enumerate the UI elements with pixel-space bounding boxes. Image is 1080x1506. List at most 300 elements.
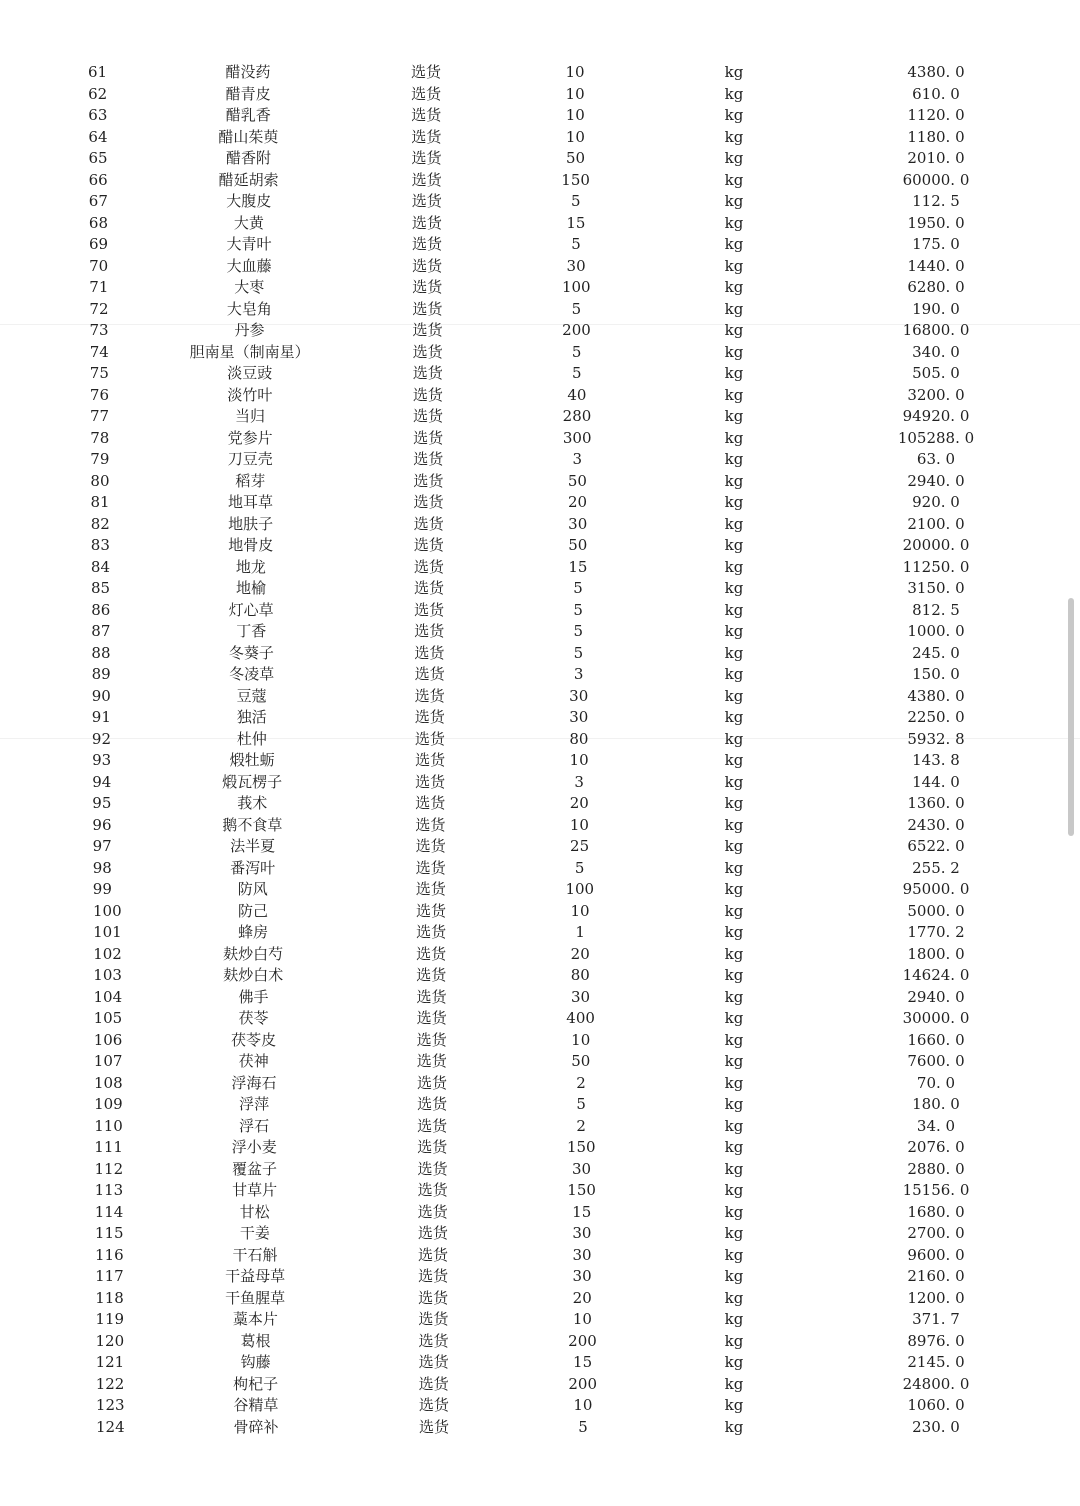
quantity-cell: 20 bbox=[570, 944, 590, 963]
table-row bbox=[0, 1094, 1080, 1116]
unit-cell: kg bbox=[724, 514, 744, 533]
table-row bbox=[0, 492, 1080, 514]
table-row bbox=[0, 815, 1080, 837]
quantity-cell: 50 bbox=[571, 1052, 591, 1070]
unit-cell: kg bbox=[724, 1267, 744, 1285]
unit-cell: kg bbox=[724, 149, 744, 167]
unit-cell: kg bbox=[724, 772, 744, 791]
grade-cell: 选货 bbox=[415, 901, 446, 920]
row-number-cell: 95 bbox=[92, 794, 112, 812]
grade-cell: 选货 bbox=[412, 342, 443, 361]
row-number-cell: 84 bbox=[90, 557, 110, 576]
row-number-cell: 119 bbox=[95, 1310, 125, 1328]
row-number-cell: 61 bbox=[88, 63, 108, 81]
quantity-cell: 280 bbox=[562, 407, 592, 425]
row-number-cell: 117 bbox=[95, 1267, 124, 1285]
table-row bbox=[0, 471, 1080, 493]
amount-cell: 245. 0 bbox=[912, 643, 960, 662]
unit-cell: kg bbox=[724, 1396, 744, 1414]
grade-cell: 选货 bbox=[411, 149, 442, 167]
unit-cell: kg bbox=[724, 579, 744, 597]
herb-name-cell: 党参片 bbox=[227, 428, 273, 447]
table-row bbox=[0, 256, 1080, 278]
row-number-cell: 73 bbox=[89, 321, 109, 339]
quantity-cell: 5 bbox=[576, 1095, 586, 1113]
row-number-cell: 88 bbox=[91, 643, 111, 662]
amount-cell: 2940. 0 bbox=[907, 471, 965, 490]
grade-cell: 选货 bbox=[416, 966, 447, 984]
amount-cell: 1120. 0 bbox=[907, 106, 965, 124]
herb-name-cell: 鹅不食草 bbox=[222, 815, 283, 834]
table-row bbox=[0, 664, 1080, 686]
herb-name-cell: 灯心草 bbox=[228, 600, 274, 619]
grade-cell: 选货 bbox=[411, 84, 442, 103]
amount-cell: 2160. 0 bbox=[907, 1267, 965, 1285]
table-row bbox=[0, 879, 1080, 901]
table-row bbox=[0, 1288, 1080, 1310]
table-row bbox=[0, 1137, 1080, 1159]
grade-cell: 选货 bbox=[414, 622, 445, 640]
quantity-cell: 10 bbox=[570, 901, 590, 920]
herb-name-cell: 葛根 bbox=[240, 1331, 271, 1350]
unit-cell: kg bbox=[724, 1073, 744, 1092]
amount-cell: 1200. 0 bbox=[907, 1288, 965, 1307]
unit-cell: kg bbox=[724, 729, 744, 748]
amount-cell: 1440. 0 bbox=[907, 256, 965, 275]
table-row bbox=[0, 428, 1080, 450]
table-row bbox=[0, 1374, 1080, 1396]
table-row bbox=[0, 363, 1080, 385]
quantity-cell: 80 bbox=[569, 729, 589, 748]
herb-name-cell: 地榆 bbox=[235, 579, 266, 597]
quantity-cell: 5 bbox=[574, 858, 585, 877]
amount-cell: 3150. 0 bbox=[907, 579, 965, 597]
unit-cell: kg bbox=[724, 944, 744, 963]
row-number-cell: 107 bbox=[93, 1052, 123, 1070]
grade-cell: 选货 bbox=[417, 1138, 448, 1156]
table-row bbox=[0, 213, 1080, 235]
amount-cell: 1660. 0 bbox=[907, 1030, 965, 1049]
amount-cell: 2940. 0 bbox=[907, 987, 965, 1006]
herb-name-cell: 麸炒白术 bbox=[223, 966, 284, 984]
grade-cell: 选货 bbox=[417, 1116, 448, 1135]
unit-cell: kg bbox=[724, 665, 744, 683]
amount-cell: 1680. 0 bbox=[907, 1202, 965, 1221]
grade-cell: 选货 bbox=[415, 794, 446, 812]
amount-cell: 505. 0 bbox=[912, 364, 960, 382]
row-number-cell: 68 bbox=[88, 213, 108, 232]
amount-cell: 255. 2 bbox=[912, 858, 960, 877]
quantity-cell: 150 bbox=[567, 1181, 596, 1199]
unit-cell: kg bbox=[724, 966, 744, 984]
vertical-scrollbar[interactable] bbox=[1068, 598, 1074, 836]
row-number-cell: 120 bbox=[95, 1331, 125, 1350]
row-number-cell: 69 bbox=[89, 235, 109, 253]
amount-cell: 371. 7 bbox=[912, 1310, 960, 1328]
quantity-cell: 5 bbox=[571, 192, 581, 210]
unit-cell: kg bbox=[724, 385, 744, 404]
unit-cell: kg bbox=[724, 622, 744, 640]
row-number-cell: 81 bbox=[90, 493, 110, 511]
grade-cell: 选货 bbox=[415, 880, 446, 898]
herb-name-cell: 藁本片 bbox=[232, 1310, 278, 1328]
quantity-cell: 15 bbox=[572, 1202, 592, 1221]
row-number-cell: 112 bbox=[94, 1159, 124, 1178]
row-number-cell: 87 bbox=[91, 622, 111, 640]
herb-name-cell: 刀豆壳 bbox=[227, 450, 273, 468]
table-row bbox=[0, 62, 1080, 84]
grade-cell: 选货 bbox=[413, 557, 444, 576]
quantity-cell: 20 bbox=[572, 1288, 592, 1307]
row-number-cell: 98 bbox=[92, 858, 112, 877]
table-row bbox=[0, 105, 1080, 127]
table-row bbox=[0, 1245, 1080, 1267]
table-row bbox=[0, 1051, 1080, 1073]
row-number-cell: 91 bbox=[91, 708, 111, 726]
herb-name-cell: 杜仲 bbox=[236, 729, 267, 748]
herb-name-cell: 大枣 bbox=[234, 278, 265, 296]
amount-cell: 920. 0 bbox=[912, 493, 960, 511]
unit-cell: kg bbox=[724, 1288, 744, 1307]
amount-cell: 340. 0 bbox=[912, 342, 960, 361]
grade-cell: 选货 bbox=[414, 643, 445, 662]
quantity-cell: 400 bbox=[566, 1009, 595, 1027]
herb-name-cell: 地龙 bbox=[235, 557, 266, 576]
quantity-cell: 5 bbox=[573, 600, 583, 619]
quantity-cell: 50 bbox=[565, 149, 586, 167]
unit-cell: kg bbox=[724, 407, 744, 425]
amount-cell: 2700. 0 bbox=[907, 1224, 965, 1242]
herb-name-cell: 醋延胡索 bbox=[218, 170, 279, 189]
quantity-cell: 15 bbox=[573, 1353, 593, 1371]
amount-cell: 70. 0 bbox=[916, 1073, 956, 1092]
amount-cell: 24800. 0 bbox=[902, 1374, 970, 1393]
grade-cell: 选货 bbox=[418, 1288, 449, 1307]
quantity-cell: 300 bbox=[562, 428, 592, 447]
amount-cell: 14624. 0 bbox=[902, 966, 970, 984]
amount-cell: 20000. 0 bbox=[902, 536, 970, 554]
unit-cell: kg bbox=[724, 1245, 744, 1264]
unit-cell: kg bbox=[724, 278, 744, 296]
grade-cell: 选货 bbox=[418, 1267, 449, 1285]
table-row bbox=[0, 1331, 1080, 1353]
amount-cell: 3200. 0 bbox=[907, 385, 965, 404]
table-row bbox=[0, 578, 1080, 600]
herb-name-cell: 防己 bbox=[237, 901, 268, 920]
herb-name-cell: 干益母草 bbox=[225, 1267, 286, 1285]
herb-name-cell: 大皂角 bbox=[226, 299, 272, 318]
table-row bbox=[0, 729, 1080, 751]
row-number-cell: 62 bbox=[88, 84, 108, 103]
amount-cell: 150. 0 bbox=[912, 665, 960, 683]
herb-name-cell: 冬凌草 bbox=[229, 665, 275, 683]
unit-cell: kg bbox=[724, 536, 744, 554]
quantity-cell: 80 bbox=[570, 966, 590, 984]
quantity-cell: 10 bbox=[565, 63, 585, 81]
herb-name-cell: 淡竹叶 bbox=[227, 385, 273, 404]
unit-cell: kg bbox=[724, 987, 744, 1006]
row-number-cell: 104 bbox=[93, 987, 123, 1006]
table-row bbox=[0, 1073, 1080, 1095]
unit-cell: kg bbox=[724, 600, 744, 619]
row-number-cell: 77 bbox=[90, 407, 110, 425]
row-number-cell: 86 bbox=[91, 600, 111, 619]
table-row bbox=[0, 557, 1080, 579]
unit-cell: kg bbox=[724, 106, 744, 124]
herb-name-cell: 防风 bbox=[237, 880, 268, 898]
unit-cell: kg bbox=[724, 450, 744, 468]
unit-cell: kg bbox=[724, 1181, 744, 1199]
grade-cell: 选货 bbox=[415, 751, 446, 769]
amount-cell: 7600. 0 bbox=[907, 1052, 965, 1070]
table-row bbox=[0, 1180, 1080, 1202]
herb-name-cell: 浮萍 bbox=[239, 1095, 270, 1113]
grade-cell: 选货 bbox=[412, 321, 443, 339]
unit-cell: kg bbox=[724, 557, 744, 576]
herb-name-cell: 茯神 bbox=[238, 1052, 269, 1070]
grade-cell: 选货 bbox=[414, 600, 445, 619]
row-number-cell: 116 bbox=[95, 1245, 124, 1264]
table-row bbox=[0, 299, 1080, 321]
table-row bbox=[0, 643, 1080, 665]
quantity-cell: 3 bbox=[572, 450, 583, 468]
herb-name-cell: 醋没药 bbox=[225, 63, 271, 81]
herb-name-cell: 醋青皮 bbox=[225, 84, 271, 103]
herb-name-cell: 茯苓皮 bbox=[231, 1030, 277, 1049]
row-number-cell: 108 bbox=[94, 1073, 123, 1092]
grade-cell: 选货 bbox=[418, 1396, 449, 1414]
amount-cell: 105288. 0 bbox=[897, 428, 975, 447]
row-number-cell: 111 bbox=[94, 1138, 123, 1156]
quantity-cell: 15 bbox=[568, 557, 588, 576]
row-number-cell: 110 bbox=[94, 1116, 123, 1135]
grade-cell: 选货 bbox=[416, 944, 447, 963]
herb-name-cell: 茯苓 bbox=[238, 1009, 269, 1027]
quantity-cell: 30 bbox=[566, 256, 586, 275]
table-row bbox=[0, 686, 1080, 708]
quantity-cell: 100 bbox=[565, 880, 595, 898]
herb-name-cell: 法半夏 bbox=[230, 837, 276, 855]
amount-cell: 144. 0 bbox=[912, 772, 960, 791]
amount-cell: 2010. 0 bbox=[907, 149, 965, 167]
table-row bbox=[0, 793, 1080, 815]
amount-cell: 5000. 0 bbox=[907, 901, 965, 920]
herb-name-cell: 大青叶 bbox=[226, 235, 272, 253]
grade-cell: 选货 bbox=[417, 1224, 448, 1242]
unit-cell: kg bbox=[724, 815, 744, 834]
herb-name-cell: 谷精草 bbox=[233, 1396, 279, 1414]
amount-cell: 143. 8 bbox=[912, 751, 960, 769]
grade-cell: 选货 bbox=[417, 1159, 448, 1178]
table-row bbox=[0, 535, 1080, 557]
quantity-cell: 2 bbox=[576, 1116, 586, 1135]
amount-cell: 1950. 0 bbox=[907, 213, 965, 232]
quantity-cell: 150 bbox=[561, 170, 590, 189]
amount-cell: 1360. 0 bbox=[907, 794, 965, 812]
table-row bbox=[0, 1008, 1080, 1030]
grade-cell: 选货 bbox=[413, 428, 444, 447]
quantity-cell: 10 bbox=[565, 106, 585, 124]
amount-cell: 2880. 0 bbox=[907, 1159, 965, 1178]
unit-cell: kg bbox=[724, 213, 744, 232]
grade-cell: 选货 bbox=[418, 1331, 449, 1350]
herb-name-cell: 地耳草 bbox=[227, 493, 273, 511]
table-row bbox=[0, 342, 1080, 364]
quantity-cell: 40 bbox=[567, 385, 587, 404]
quantity-cell: 10 bbox=[571, 1030, 591, 1049]
table-row bbox=[0, 514, 1080, 536]
grade-cell: 选货 bbox=[417, 1095, 448, 1113]
amount-cell: 2076. 0 bbox=[907, 1138, 965, 1156]
grade-cell: 选货 bbox=[417, 1181, 448, 1199]
amount-cell: 180. 0 bbox=[912, 1095, 960, 1113]
table-row bbox=[0, 148, 1080, 170]
quantity-cell: 10 bbox=[565, 127, 585, 146]
unit-cell: kg bbox=[724, 342, 744, 361]
row-number-cell: 114 bbox=[94, 1202, 124, 1221]
row-number-cell: 118 bbox=[95, 1288, 124, 1307]
herb-price-table bbox=[0, 62, 1080, 1438]
grade-cell: 选货 bbox=[411, 106, 442, 124]
herb-name-cell: 冬葵子 bbox=[228, 643, 274, 662]
quantity-cell: 30 bbox=[570, 987, 591, 1006]
amount-cell: 8976. 0 bbox=[907, 1331, 965, 1350]
unit-cell: kg bbox=[724, 471, 744, 490]
grade-cell: 选货 bbox=[415, 858, 446, 877]
herb-name-cell: 豆蔻 bbox=[236, 686, 267, 705]
quantity-cell: 10 bbox=[565, 84, 585, 103]
quantity-cell: 2 bbox=[576, 1073, 586, 1092]
quantity-cell: 30 bbox=[572, 1245, 592, 1264]
amount-cell: 175. 0 bbox=[912, 235, 960, 253]
row-number-cell: 115 bbox=[94, 1224, 124, 1242]
quantity-cell: 30 bbox=[572, 1224, 592, 1242]
unit-cell: kg bbox=[724, 493, 744, 511]
quantity-cell: 200 bbox=[562, 321, 591, 339]
row-number-cell: 121 bbox=[95, 1353, 125, 1371]
grade-cell: 选货 bbox=[410, 63, 441, 81]
quantity-cell: 200 bbox=[568, 1331, 597, 1350]
quantity-cell: 5 bbox=[573, 579, 583, 597]
quantity-cell: 20 bbox=[569, 794, 589, 812]
table-row bbox=[0, 858, 1080, 880]
quantity-cell: 5 bbox=[571, 299, 582, 318]
grade-cell: 选货 bbox=[413, 514, 444, 533]
grade-cell: 选货 bbox=[412, 256, 443, 275]
unit-cell: kg bbox=[724, 901, 744, 920]
amount-cell: 9600. 0 bbox=[907, 1245, 965, 1264]
unit-cell: kg bbox=[724, 1116, 744, 1135]
unit-cell: kg bbox=[724, 1159, 744, 1178]
table-row bbox=[0, 449, 1080, 471]
grade-cell: 选货 bbox=[412, 278, 443, 296]
quantity-cell: 5 bbox=[578, 1417, 588, 1436]
herb-name-cell: 覆盆子 bbox=[231, 1159, 277, 1178]
herb-name-cell: 煅瓦楞子 bbox=[222, 772, 283, 791]
table-row bbox=[0, 385, 1080, 407]
unit-cell: kg bbox=[724, 858, 744, 877]
table-row bbox=[0, 1159, 1080, 1181]
quantity-cell: 10 bbox=[573, 1396, 593, 1414]
unit-cell: kg bbox=[724, 794, 744, 812]
quantity-cell: 30 bbox=[571, 1159, 592, 1178]
herb-name-cell: 甘松 bbox=[239, 1202, 270, 1221]
amount-cell: 6280. 0 bbox=[907, 278, 965, 296]
table-row bbox=[0, 1116, 1080, 1138]
unit-cell: kg bbox=[724, 1374, 744, 1393]
quantity-cell: 15 bbox=[566, 213, 586, 232]
grade-cell: 选货 bbox=[415, 815, 446, 834]
amount-cell: 1180. 0 bbox=[907, 127, 965, 146]
quantity-cell: 30 bbox=[572, 1267, 592, 1285]
herb-name-cell: 大血藤 bbox=[226, 256, 272, 275]
table-row bbox=[0, 600, 1080, 622]
table-row bbox=[0, 1223, 1080, 1245]
herb-name-cell: 浮石 bbox=[239, 1116, 270, 1135]
table-row bbox=[0, 922, 1080, 944]
unit-cell: kg bbox=[724, 127, 744, 146]
unit-cell: kg bbox=[724, 1095, 744, 1113]
row-number-cell: 102 bbox=[93, 944, 122, 963]
amount-cell: 6522. 0 bbox=[907, 837, 965, 855]
unit-cell: kg bbox=[724, 1030, 744, 1049]
table-row bbox=[0, 965, 1080, 987]
row-number-cell: 78 bbox=[90, 428, 110, 447]
row-number-cell: 122 bbox=[95, 1374, 125, 1393]
quantity-cell: 150 bbox=[566, 1138, 596, 1156]
amount-cell: 63. 0 bbox=[916, 450, 956, 468]
unit-cell: kg bbox=[724, 880, 744, 898]
row-number-cell: 72 bbox=[89, 299, 109, 318]
unit-cell: kg bbox=[724, 751, 744, 769]
quantity-cell: 10 bbox=[569, 751, 589, 769]
grade-cell: 选货 bbox=[412, 385, 443, 404]
table-row bbox=[0, 127, 1080, 149]
quantity-cell: 30 bbox=[569, 708, 589, 726]
grade-cell: 选货 bbox=[414, 686, 445, 705]
grade-cell: 选货 bbox=[416, 1073, 447, 1092]
grade-cell: 选货 bbox=[413, 493, 444, 511]
row-number-cell: 103 bbox=[93, 966, 122, 984]
table-row bbox=[0, 1202, 1080, 1224]
row-number-cell: 123 bbox=[95, 1396, 125, 1414]
row-number-cell: 67 bbox=[88, 192, 108, 210]
quantity-cell: 3 bbox=[573, 665, 584, 683]
unit-cell: kg bbox=[724, 256, 744, 275]
unit-cell: kg bbox=[724, 1310, 744, 1328]
herb-name-cell: 胆南星（制南星） bbox=[189, 342, 310, 361]
unit-cell: kg bbox=[724, 1009, 744, 1027]
grade-cell: 选货 bbox=[413, 450, 444, 468]
grade-cell: 选货 bbox=[411, 235, 442, 253]
table-row bbox=[0, 901, 1080, 923]
unit-cell: kg bbox=[724, 837, 744, 855]
herb-name-cell: 当归 bbox=[234, 407, 265, 425]
grade-cell: 选货 bbox=[413, 536, 444, 554]
herb-name-cell: 大腹皮 bbox=[226, 192, 272, 210]
amount-cell: 1800. 0 bbox=[907, 944, 965, 963]
amount-cell: 610. 0 bbox=[912, 84, 960, 103]
amount-cell: 60000. 0 bbox=[902, 170, 970, 189]
herb-name-cell: 稻芽 bbox=[235, 471, 266, 490]
amount-cell: 812. 5 bbox=[912, 600, 960, 619]
amount-cell: 15156. 0 bbox=[902, 1181, 970, 1199]
grade-cell: 选货 bbox=[415, 837, 446, 855]
row-number-cell: 65 bbox=[88, 149, 108, 167]
row-number-cell: 85 bbox=[91, 579, 111, 597]
unit-cell: kg bbox=[724, 686, 744, 705]
grade-cell: 选货 bbox=[417, 1202, 448, 1221]
